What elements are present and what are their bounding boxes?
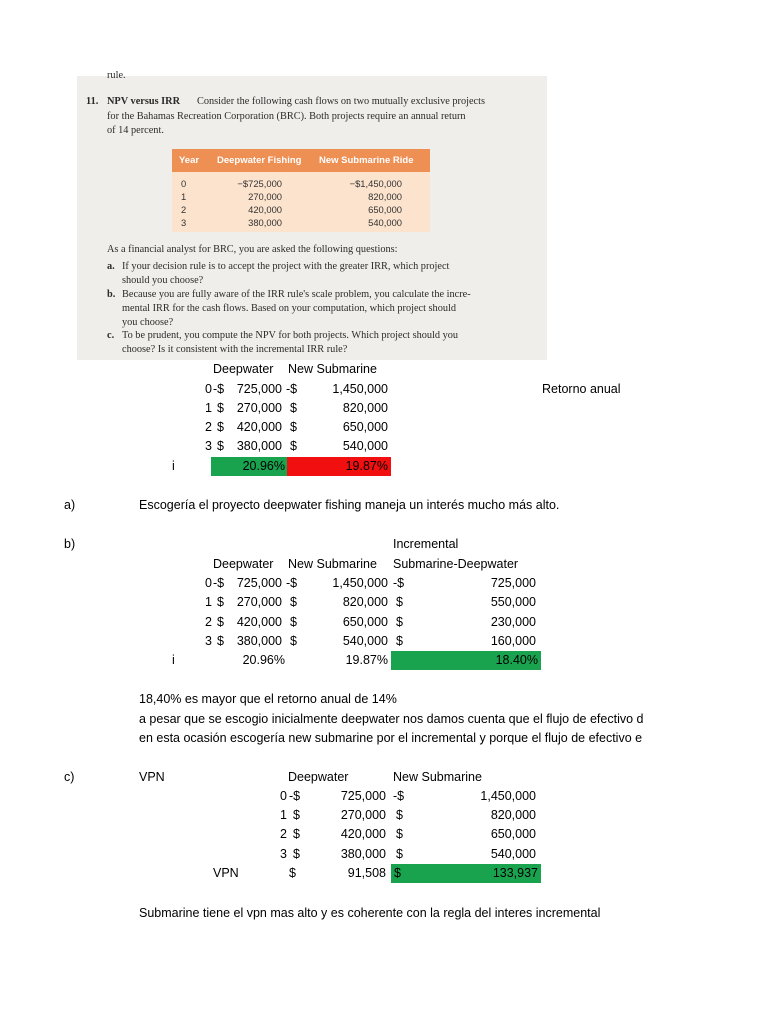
book-deep-value: 380,000 — [248, 217, 282, 228]
q-a-line: If your decision rule is to accept the project with the greater IRR, which project — [122, 261, 450, 272]
s2-irr-deep: 20.96% — [242, 653, 285, 667]
s3-vpn-title: VPN — [139, 770, 165, 784]
s2-inc-value: 160,000 — [490, 634, 536, 648]
answer-c-label: c) — [64, 770, 75, 784]
s3-year: 1 — [280, 808, 287, 822]
s1-header-submarine: New Submarine — [288, 362, 377, 376]
book-year: 1 — [181, 191, 187, 202]
s1-irr-deep: 20.96% — [242, 459, 285, 473]
s1-year: 1 — [205, 401, 212, 415]
s2-deep-sign: $ — [217, 595, 224, 609]
q-a-letter: a. — [107, 261, 115, 272]
s1-new-value: 540,000 — [342, 439, 388, 453]
q-b-line: Because you are fully aware of the IRR rule's scale problem, you calculate the incre- — [122, 289, 471, 300]
s3-vpn-label: VPN — [213, 866, 239, 880]
s1-new-value: 650,000 — [342, 420, 388, 434]
s2-header-deepwater: Deepwater — [213, 557, 274, 571]
s3-header-submarine: New Submarine — [393, 770, 482, 784]
s1-deep-value: 270,000 — [236, 401, 282, 415]
s2-year: 3 — [205, 634, 212, 648]
s3-new-value: 650,000 — [490, 827, 536, 841]
problem-number: 11. — [86, 96, 99, 107]
s3-deep-value: 380,000 — [340, 847, 386, 861]
s2-new-value: 650,000 — [342, 615, 388, 629]
s2-new-sign: $ — [290, 595, 297, 609]
s1-deep-sign: $ — [217, 401, 224, 415]
s3-vpn-new: 133,937 — [492, 866, 538, 880]
s2-new-value: 540,000 — [342, 634, 388, 648]
s2-inc-value: 550,000 — [490, 595, 536, 609]
book-deep-value: 420,000 — [248, 204, 282, 215]
s3-deep-value: 725,000 — [340, 789, 386, 803]
book-year: 0 — [181, 178, 187, 189]
s1-irr-new: 19.87% — [345, 459, 388, 473]
retorno-anual-label: Retorno anual — [542, 382, 621, 396]
s3-year: 0 — [280, 789, 287, 803]
book-sub-value: −$1,450,000 — [349, 178, 402, 189]
textbook-excerpt — [77, 70, 547, 360]
s3-deep-value: 420,000 — [340, 827, 386, 841]
conclusion-text: Submarine tiene el vpn mas alto y es coherente con la regla del interes incremental — [139, 906, 601, 920]
s1-new-sign: $ — [290, 420, 297, 434]
s2-deep-sign: $ — [217, 634, 224, 648]
s3-header-deepwater: Deepwater — [288, 770, 349, 784]
s1-deep-value: 725,000 — [236, 382, 282, 396]
book-year: 3 — [181, 217, 187, 228]
s3-deep-sign: -$ — [289, 789, 301, 803]
note-line-1: 18,40% es mayor que el retorno anual de 14% — [139, 692, 397, 706]
s3-vpn-deep: 91,508 — [347, 866, 386, 880]
s2-inc-sign: $ — [396, 615, 403, 629]
s2-irr-new: 19.87% — [345, 653, 388, 667]
s3-new-sign: $ — [396, 847, 403, 861]
book-lead: As a financial analyst for BRC, you are asked the following questions: — [107, 244, 398, 255]
s3-year: 2 — [280, 827, 287, 841]
s2-deep-value: 380,000 — [236, 634, 282, 648]
s2-irr-label: i — [172, 653, 175, 667]
s2-deep-value: 420,000 — [236, 615, 282, 629]
intro-line-1: Consider the following cash flows on two mutually exclusive projects — [197, 96, 485, 107]
answer-b-label: b) — [64, 537, 76, 551]
s1-deep-sign: $ — [217, 439, 224, 453]
s3-deep-sign: $ — [293, 808, 300, 822]
note-line-3: en esta ocasión escogería new submarine por el incremental y porque el flujo de efectivo e — [139, 731, 643, 745]
book-col-deepwater: Deepwater Fishing — [217, 155, 302, 166]
intro-line-2: for the Bahamas Recreation Corporation (BRC). Both projects require an annual return — [107, 111, 466, 122]
s2-deep-sign: -$ — [213, 576, 225, 590]
book-deep-value: 270,000 — [248, 191, 282, 202]
s2-inc-value: 230,000 — [490, 615, 536, 629]
s2-new-sign: $ — [290, 634, 297, 648]
s2-deep-value: 270,000 — [236, 595, 282, 609]
s2-inc-sign: $ — [396, 634, 403, 648]
s2-inc-value: 725,000 — [490, 576, 536, 590]
s2-new-sign: $ — [290, 615, 297, 629]
cut-line: rule. — [107, 70, 126, 81]
intro-line-3: of 14 percent. — [107, 125, 164, 136]
s2-new-value: 1,450,000 — [332, 576, 388, 590]
book-table-header — [172, 149, 430, 172]
s2-incremental-title: Incremental — [393, 537, 459, 551]
s1-deep-sign: $ — [217, 420, 224, 434]
s1-year: 0 — [205, 382, 212, 396]
s2-new-sign: -$ — [286, 576, 298, 590]
s1-header-deepwater: Deepwater — [213, 362, 274, 376]
s2-header-incremental: Submarine-Deepwater — [393, 557, 519, 571]
s3-deep-sign: $ — [293, 827, 300, 841]
q-b-line: you choose? — [122, 317, 174, 328]
q-c-line: To be prudent, you compute the NPV for both projects. Which project should you — [122, 330, 459, 341]
book-table-body — [172, 172, 430, 232]
s1-new-sign: $ — [290, 439, 297, 453]
book-year: 2 — [181, 204, 187, 215]
s1-year: 3 — [205, 439, 212, 453]
s3-new-sign: $ — [396, 827, 403, 841]
book-col-year: Year — [179, 155, 200, 166]
s3-new-value: 1,450,000 — [480, 789, 536, 803]
s3-deep-sign: $ — [293, 847, 300, 861]
s3-new-sign: $ — [396, 808, 403, 822]
s1-irr-label: i — [172, 459, 175, 473]
s1-year: 2 — [205, 420, 212, 434]
q-c-line: choose? Is it consistent with the incremental IRR rule? — [122, 344, 348, 355]
s3-new-sign: -$ — [393, 789, 405, 803]
book-sub-value: 650,000 — [368, 204, 402, 215]
s2-deep-value: 725,000 — [236, 576, 282, 590]
book-col-submarine: New Submarine Ride — [319, 155, 414, 166]
book-sub-value: 820,000 — [368, 191, 402, 202]
s1-deep-sign: -$ — [213, 382, 225, 396]
s2-header-submarine: New Submarine — [288, 557, 377, 571]
s2-inc-sign: $ — [396, 595, 403, 609]
book-sub-value: 540,000 — [368, 217, 402, 228]
book-deep-value: −$725,000 — [237, 178, 282, 189]
note-line-2: a pesar que se escogio inicialmente deepwater nos damos cuenta que el flujo de efectivo d — [139, 712, 644, 726]
s2-deep-sign: $ — [217, 615, 224, 629]
q-a-line: should you choose? — [122, 275, 204, 286]
s2-year: 2 — [205, 615, 212, 629]
s3-year: 3 — [280, 847, 287, 861]
s1-new-value: 820,000 — [342, 401, 388, 415]
s2-inc-sign: -$ — [393, 576, 405, 590]
s2-year: 0 — [205, 576, 212, 590]
s1-deep-value: 420,000 — [236, 420, 282, 434]
s1-new-sign: $ — [290, 401, 297, 415]
s2-year: 1 — [205, 595, 212, 609]
s3-vpn-deep-sign: $ — [289, 866, 296, 880]
s3-new-value: 820,000 — [490, 808, 536, 822]
s1-new-sign: -$ — [286, 382, 298, 396]
q-b-line: mental IRR for the cash flows. Based on your computation, which project should — [122, 303, 457, 314]
q-b-letter: b. — [107, 289, 116, 300]
s1-new-value: 1,450,000 — [332, 382, 388, 396]
s3-deep-value: 270,000 — [340, 808, 386, 822]
s3-vpn-new-sign: $ — [394, 866, 401, 880]
answer-a-label: a) — [64, 498, 76, 512]
s1-deep-value: 380,000 — [236, 439, 282, 453]
q-c-letter: c. — [107, 330, 115, 341]
problem-title: NPV versus IRR — [107, 96, 181, 107]
s2-new-value: 820,000 — [342, 595, 388, 609]
s3-new-value: 540,000 — [490, 847, 536, 861]
answer-a-text: Escogería el proyecto deepwater fishing maneja un interés mucho más alto. — [139, 498, 560, 512]
s2-irr-inc: 18.40% — [495, 653, 538, 667]
